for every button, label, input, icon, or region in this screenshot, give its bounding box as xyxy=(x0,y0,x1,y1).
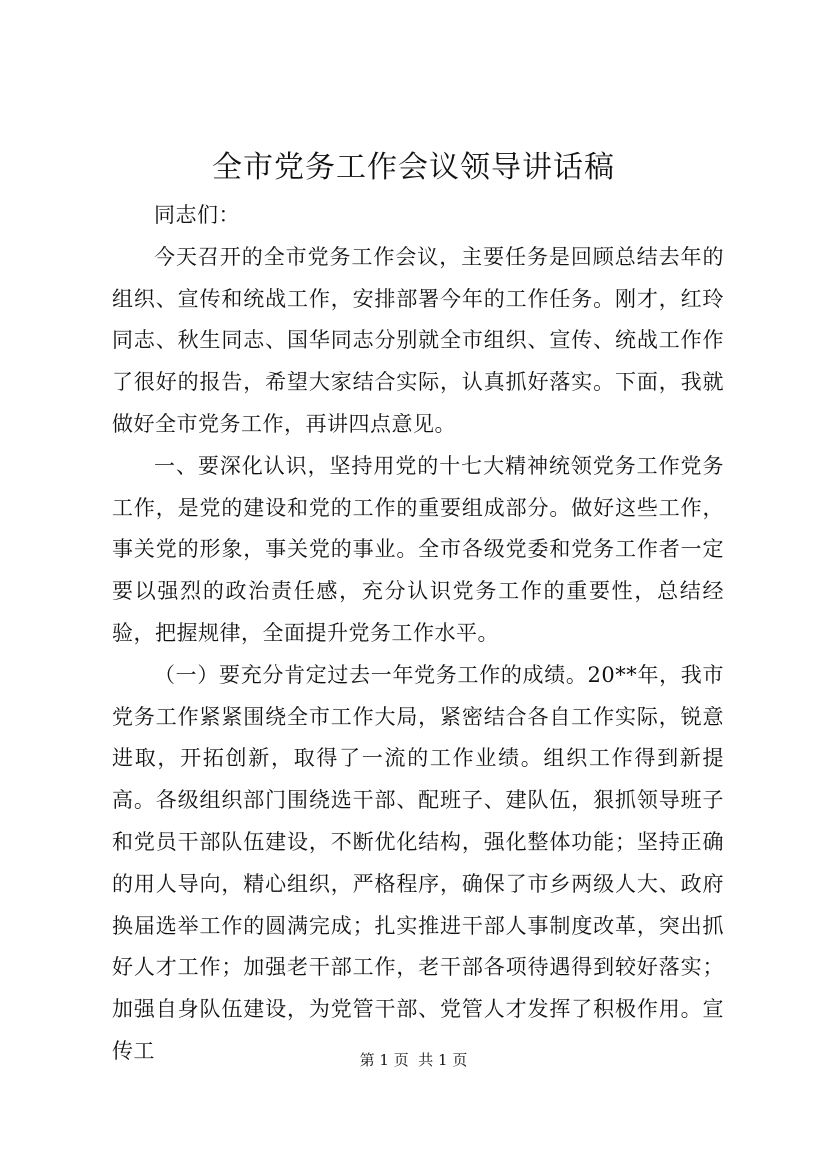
section-one-paragraph: 一、要深化认识，坚持用党的十七大精神统领党务工作党务工作，是党的建设和党的工作的重要组成部分。做好这些工作，事关党的形象，事关党的事业。全市各级党委和党务工作者一定要以强烈的政治责任感，充分认识党务工作的重要性，总结经验，把握规律，全面提升党务工作水平。 xyxy=(112,453,724,645)
subsection-one-paragraph: （一）要充分肯定过去一年党务工作的成绩。20**年，我市党务工作紧紧围绕全市工作大局，紧密结合各自工作实际，锐意进取，开拓创新，取得了一流的工作业绩。组织工作得到新提高。各级组织部门围绕选干部、配班子、建队伍，狠抓领导班子和党员干部队伍建设，不断优化结构，强化整体功能；坚持正确的用人导向，精心组织，严格程序，确保了市乡两级人大、政府换届选举工作的圆满完成；扎实推进干部人事制度改革，突出抓好人才工作；加强老干部工作，老干部各项待遇得到较好落实；加强自身队伍建设，为党管干部、党管人才发挥了积极作用。宣传工 xyxy=(112,662,724,1063)
intro-paragraph: 今天召开的全市党务工作会议，主要任务是回顾总结去年的组织、宣传和统战工作，安排部署今年的工作任务。刚才，红玲同志、秋生同志、国华同志分别就全市组织、宣传、统战工作作了很好的报告，希望大家结合实际，认真抓好落实。下面，我就做好全市党务工作，再讲四点意见。 xyxy=(112,244,724,436)
salutation-paragraph: 同志们： xyxy=(154,203,240,227)
page-number-label: 第 1 页 共 1 页 xyxy=(359,1051,468,1069)
document-title: 全市党务工作会议领导讲话稿 xyxy=(212,150,615,185)
page-footer xyxy=(0,1048,827,1072)
document-body xyxy=(112,195,724,1073)
